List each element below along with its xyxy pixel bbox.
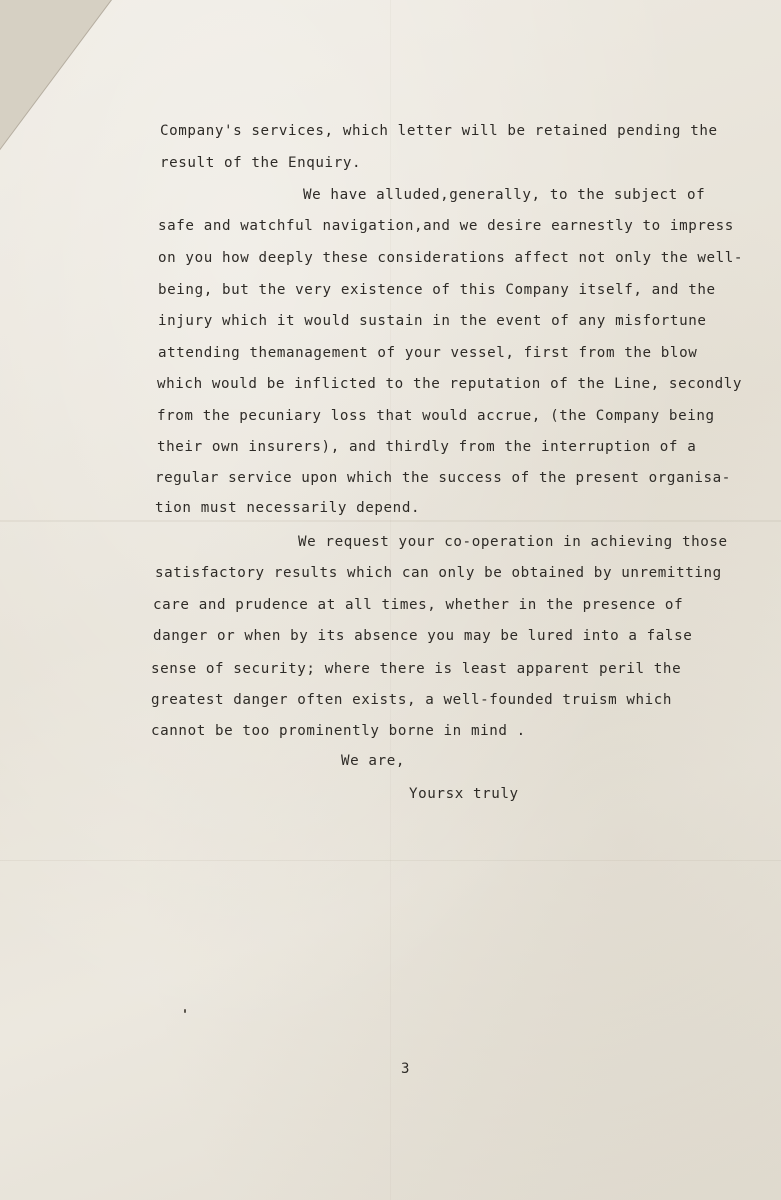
ink-speck (184, 1009, 186, 1013)
text-line: being, but the very existence of this Company itself, and the (158, 282, 716, 298)
text-line: danger or when by its absence you may be lured into a false (153, 628, 693, 644)
text-line: care and prudence at all times, whether in the presence of (153, 597, 684, 613)
text-line: on you how deeply these considerations affect not only the well- (158, 250, 744, 266)
signature-line: Yoursx truly (409, 786, 519, 802)
text-line: result of the Enquiry. (160, 155, 362, 171)
text-line: regular service upon which the success of the present organisa- (155, 470, 731, 486)
closing-line: We are, (341, 753, 405, 769)
page-number: 3 (401, 1061, 410, 1077)
text-line: satisfactory results which can only be obtained by unremitting (155, 565, 722, 581)
text-line: sense of security; where there is least apparent peril the (151, 661, 682, 677)
text-line: which would be inflicted to the reputation of the Line, secondly (157, 376, 743, 392)
text-line: from the pecuniary loss that would accrue, (the Company being (157, 408, 715, 424)
text-line: We have alluded,generally, to the subject of (303, 187, 706, 203)
text-line: their own insurers), and thirdly from the interruption of a (157, 439, 697, 455)
text-line: cannot be too prominently borne in mind . (151, 723, 526, 739)
text-line: Company's services, which letter will be retained pending the (160, 123, 718, 139)
text-line: greatest danger often exists, a well-founded truism which (151, 692, 673, 708)
text-line: injury which it would sustain in the event of any misfortune (158, 313, 707, 329)
text-line: safe and watchful navigation,and we desire earnestly to impress (158, 218, 734, 234)
text-line: We request your co-operation in achieving those (298, 534, 728, 550)
text-line: tion must necessarily depend. (155, 500, 421, 516)
text-line: attending themanagement of your vessel, first from the blow (158, 345, 698, 361)
